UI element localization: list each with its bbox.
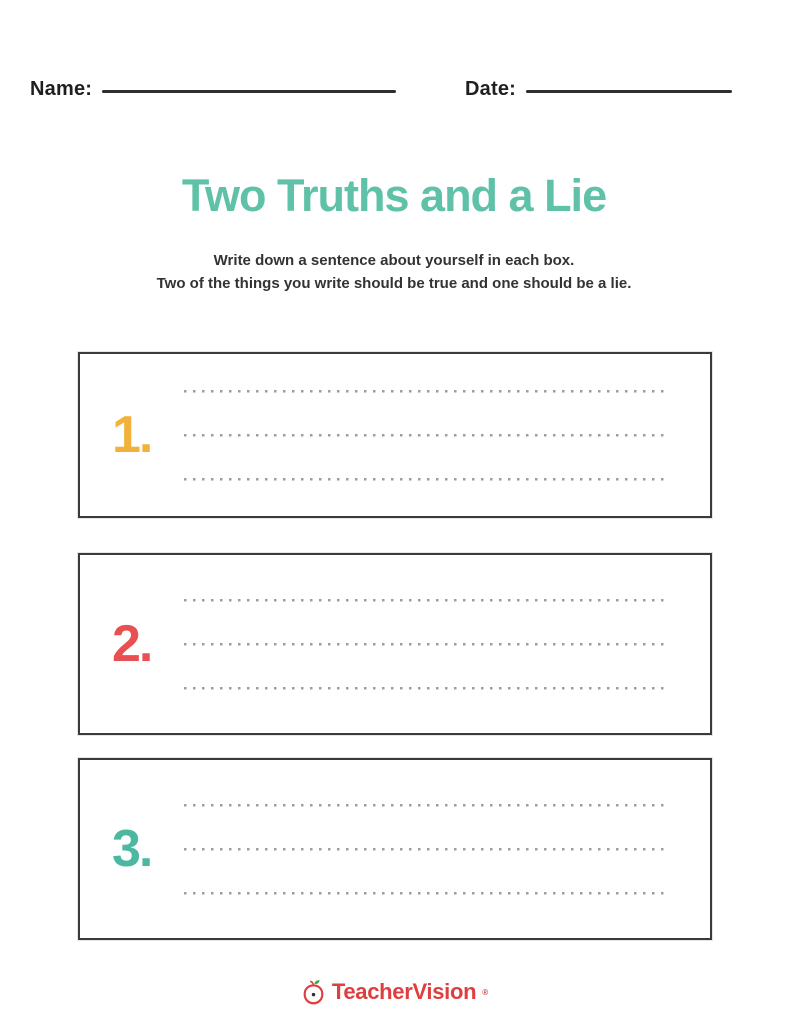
writing-line — [184, 643, 668, 646]
box-1-lines — [184, 390, 668, 481]
brand-name: TeacherVision — [331, 979, 477, 1004]
writing-line — [184, 599, 668, 602]
name-blank-line — [102, 90, 396, 93]
writing-line — [184, 434, 668, 437]
writing-line — [184, 892, 668, 895]
box-number-1: 1. — [112, 406, 152, 464]
page-title: Two Truths and a Lie — [181, 170, 607, 221]
writing-line — [184, 390, 668, 393]
instructions — [0, 249, 788, 295]
writing-line — [184, 848, 668, 851]
box-2-lines — [184, 599, 668, 690]
brand-footer — [0, 978, 788, 1006]
registered-trademark-symbol: ® — [482, 987, 489, 997]
writing-line — [184, 478, 668, 481]
instructions-line-1: Write down a sentence about yourself in each box. — [213, 252, 575, 269]
name-field — [30, 78, 396, 101]
apple-logo-icon — [300, 978, 327, 1006]
box-number-2: 2. — [112, 615, 152, 673]
date-blank-line — [526, 90, 732, 93]
date-field — [465, 78, 732, 101]
box-3-lines — [184, 804, 668, 895]
box-number-3: 3. — [112, 820, 152, 878]
answer-box-3 — [78, 758, 712, 940]
writing-line — [184, 687, 668, 690]
writing-line — [184, 804, 668, 807]
date-label: Date: — [465, 78, 517, 100]
answer-box-2 — [78, 553, 712, 735]
name-label: Name: — [30, 78, 93, 100]
instructions-line-2: Two of the things you write should be true and one should be a lie. — [156, 275, 632, 292]
answer-box-1 — [78, 352, 712, 518]
